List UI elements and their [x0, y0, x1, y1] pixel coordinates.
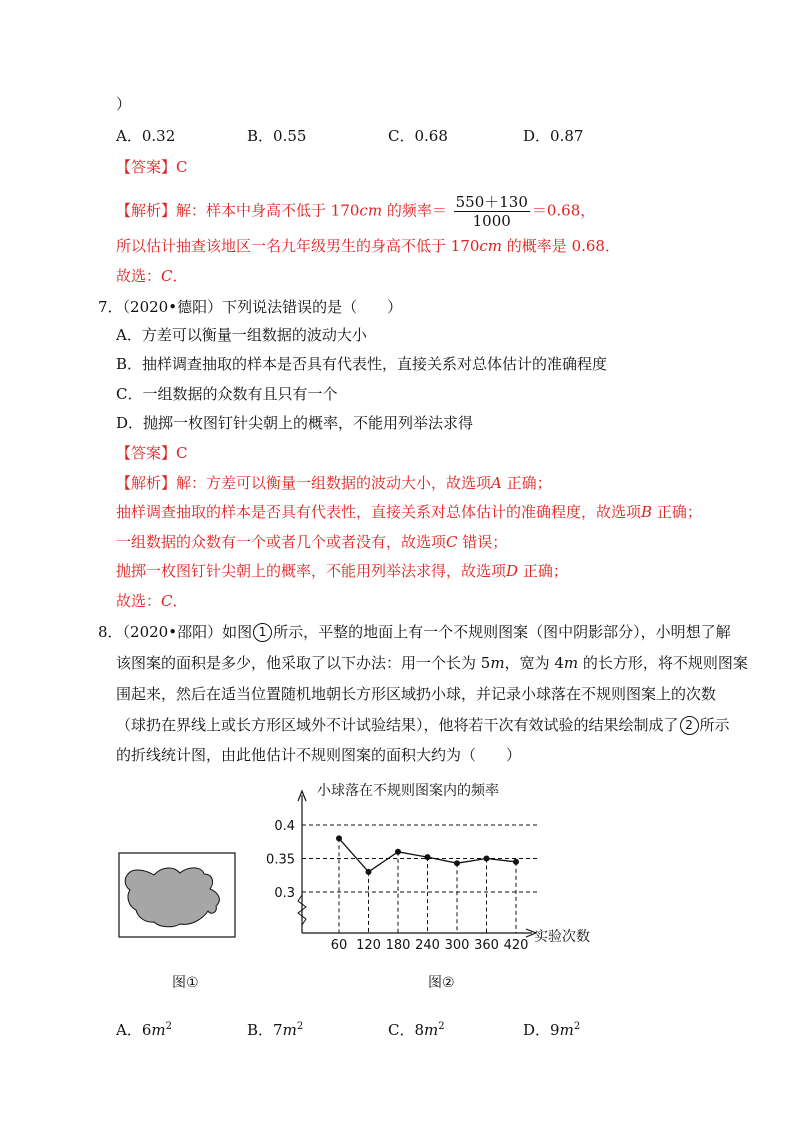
q8-option-c: C．$8m^2$ [388, 1021, 445, 1039]
q6-answer: 【答案】C [116, 158, 188, 176]
figure-1 [118, 852, 238, 940]
q7-choose: 故选：C． [116, 592, 188, 610]
q6-option-d: D．0.87 [523, 127, 584, 145]
circled-number-1: 1 [253, 623, 272, 642]
q6-fraction: $\frac{550+130}{1000}$ [455, 193, 528, 230]
y-tick-label: 0.4 [274, 819, 295, 834]
data-point [366, 869, 372, 875]
x-tick-label: 300 [444, 938, 470, 953]
q8-option-a: A．$6m^2$ [116, 1021, 172, 1039]
data-point [336, 835, 342, 841]
q6-option-b: B．0.55 [247, 127, 307, 145]
data-point [395, 849, 401, 855]
q6-paren: ） [116, 95, 132, 113]
figure-2-chart [262, 775, 592, 961]
q8-line-5: 的折线统计图，由此他估计不规则图案的面积大约为（ ） [116, 746, 522, 764]
q8-line-3: 围起来，然后在适当位置随机地朝长方形区域扔小球，并记录小球落在不规则图案上的次数 [116, 685, 717, 703]
x-tick-label: 60 [330, 938, 348, 953]
x-tick-label: 240 [415, 938, 440, 953]
chart-xlabel: 实验次数 [534, 929, 590, 945]
q6-analysis: 【解析】解：样本中身高不低于 170cm 的频率＝ $\frac{550+130}{1000}$ ＝0.68， [116, 193, 596, 230]
chart-title: 小球落在不规则图案内的频率 [317, 783, 499, 799]
q6-choose: 故选：C． [116, 267, 188, 285]
q8-line-2: 该图案的面积是多少，他采取了以下办法：用一个长为 5m，宽为 4m 的长方形，将不规则图案 [116, 654, 748, 672]
q7-option-a: A．方差可以衡量一组数据的波动大小 [116, 326, 367, 344]
data-point [425, 854, 431, 860]
q7-stem: 7．（2020•德阳）下列说法错误的是（ ） [98, 298, 403, 316]
q7-option-d: D．抛掷一枚图钉针尖朝上的概率，不能用列举法求得 [116, 414, 474, 432]
q6-option-c: C．0.68 [388, 127, 448, 145]
circled-number-2: 2 [680, 716, 699, 735]
x-tick-label: 420 [503, 938, 529, 953]
q7-answer: 【答案】C [116, 444, 188, 462]
q8-line-4: （球扔在界线上或长方形区域外不计试验结果），他将若干次有效试验的结果绘制成了 2 所示 [116, 716, 730, 734]
q7-option-b: B．抽样调查抽取的样本是否具有代表性，直接关系对总体估计的准确程度 [116, 355, 608, 373]
q6-option-a: A．0.32 [116, 127, 176, 145]
y-tick-label: 0.3 [274, 886, 295, 901]
x-tick-label: 360 [474, 938, 499, 953]
x-tick-label: 120 [356, 938, 381, 953]
figure-1-caption: 图① [172, 975, 199, 991]
figure-2-caption: 图② [428, 975, 455, 991]
q6-analysis-line2: 所以估计抽查该地区一名九年级男生的身高不低于 170cm 的概率是 0.68． [116, 237, 620, 255]
q7-analysis-3: 一组数据的众数有一个或者几个或者没有，故选项C 错误； [116, 533, 508, 551]
data-point [484, 856, 490, 862]
q7-analysis-1: 【解析】解：方差可以衡量一组数据的波动大小，故选项A 正确； [116, 474, 552, 492]
q7-option-c: C．一组数据的众数有且只有一个 [116, 385, 338, 403]
data-point [454, 860, 460, 866]
x-tick-label: 180 [385, 938, 411, 953]
q8-option-d: D．$9m^2$ [523, 1021, 581, 1039]
q8-line-1: 8．（2020•邵阳）如图 1 所示，平整的地面上有一个不规则图案（图中阴影部分），小明想了解 [98, 623, 731, 641]
q7-analysis-4: 抛掷一枚图钉针尖朝上的概率，不能用列举法求得，故选项D 正确； [116, 562, 568, 580]
data-point [513, 859, 519, 865]
q7-analysis-2: 抽样调查抽取的样本是否具有代表性，直接关系对总体估计的准确程度，故选项B 正确； [116, 503, 702, 521]
q8-option-b: B．$7m^2$ [247, 1021, 304, 1039]
y-tick-label: 0.35 [266, 852, 295, 868]
